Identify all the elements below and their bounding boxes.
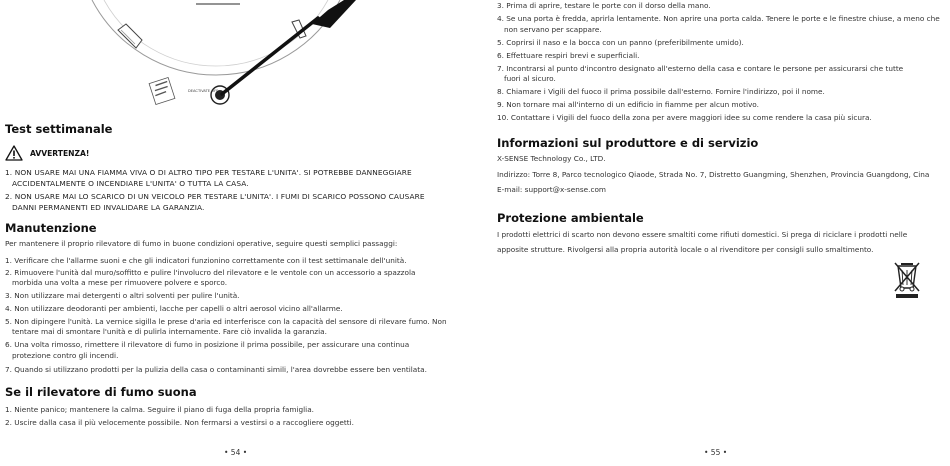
maintenance-item: protezione contro gli incendi. [12,351,119,360]
right-page [475,0,950,466]
fire-step: fuori al sicuro. [504,74,556,83]
warning-item: DANNI PERMANENTI ED INVALIDARE LA GARANZIA. [12,203,205,212]
maintenance-item: 1. Verificare che l'allarme suoni e che gli indicatori funzionino correttamente con il test settimanale dell'unità. [5,256,407,265]
fire-step: 10. Contattare i Vigili del fuoco della zona per avere maggiori idee su come rendere la casa più sicura. [497,113,872,122]
fire-step: 4. Se una porta è fredda, aprirla lentamente. Non aprire una porta calda. Tenere le porte e le finestre chiuse, a meno che [497,14,940,23]
environment-text: I prodotti elettrici di scarto non devono essere smaltiti come rifiuti domestici. Si prega di riciclare i prodotti nelle [497,230,908,239]
maintenance-item: 3. Non utilizzare mai detergenti o altri solventi per pulire l'unità. [5,291,240,300]
maintenance-heading: Manutenzione [5,221,97,235]
page-number: • 55 • [704,448,728,457]
fire-step: 5. Coprirsi il naso e la bocca con un panno (preferibilmente umido). [497,38,744,47]
fire-step: 9. Non tornare mai all'interno di un edificio in fiamme per alcun motivo. [497,100,759,109]
warning-item: ACCIDENTALMENTE O INCENDIARE L'UNITA' O TUTTA LA CASA. [12,179,249,188]
weee-crossed-bin-icon [893,260,921,300]
producer-email: E-mail: support@x-sense.com [497,185,607,194]
alarm-heading: Se il rilevatore di fumo suona [5,385,197,399]
warning-label: AVVERTENZA! [30,148,90,158]
smoke-detector-test-illustration [0,0,475,122]
maintenance-intro: Per mantenere il proprio rilevatore di fumo in buone condizioni operative, seguire questi semplici passaggi: [5,239,398,248]
maintenance-item: 7. Quando si utilizzano prodotti per la pulizia della casa o contaminanti simili, l'area dovrebbe essere ben ventilata. [5,365,427,374]
maintenance-item: tentare mai di smontare l'unità e di pulirla internamente. Fare ciò invalida la garanzia. [12,327,327,336]
weekly-test-heading: Test settimanale [5,122,113,136]
maintenance-item: 2. Rimuovere l'unità dal muro/soffitto e pulire l'involucro del rilevatore e le ventole con un accessorio a spazzola [5,268,416,277]
environment-text: apposite strutture. Rivolgersi alla propria autorità locale o al rivenditore per consigli sullo smaltimento. [497,245,874,254]
fire-step: 6. Effettuare respiri brevi e superficiali. [497,51,640,60]
producer-heading: Informazioni sul produttore e di servizio [497,136,759,150]
fire-step: 7. Incontrarsi al punto d'incontro designato all'esterno della casa e contare le persone per assicurarsi che tutte [497,64,904,73]
alarm-item: 1. Niente panico; mantenere la calma. Seguire il piano di fuga della propria famiglia. [5,405,314,414]
warning-header [5,145,89,161]
fire-step: 3. Prima di aprire, testare le porte con il dorso della mano. [497,1,711,10]
producer-company: X-SENSE Technology Co., LTD. [497,154,606,163]
fire-step: non servano per scappare. [504,25,602,34]
environment-heading: Protezione ambientale [497,211,644,225]
alarm-item: 2. Uscire dalla casa il più velocemente possibile. Non fermarsi a vestirsi o a raccogliere oggetti. [5,418,354,427]
warning-item: 2. NON USARE MAI LO SCARICO DI UN VEICOLO PER TESTARE L'UNITA'. I FUMI DI SCARICO POSSONO CAUSARE [5,192,425,201]
illustration-label: DEACTIVATE OFF [188,89,219,93]
maintenance-item: 5. Non dipingere l'unità. La vernice sigilla le prese d'aria ed interferisce con la capacità del sensore di rilevare fumo. Non [5,317,447,326]
maintenance-item: 4. Non utilizzare deodoranti per ambienti, lacche per capelli o altri aerosol vicino all'allarme. [5,304,343,313]
page-number: • 54 • [224,448,248,457]
maintenance-item: 6. Una volta rimosso, rimettere il rilevatore di fumo in posizione il prima possibile, per assicurare una continua [5,340,410,349]
fire-step: 8. Chiamare i Vigili del fuoco il prima possibile dall'esterno. Fornire l'indirizzo, poi il nome. [497,87,825,96]
producer-address: Indirizzo: Torre 8, Parco tecnologico Qiaode, Strada No. 7, Distretto Guangming, Shenzhen, Provincia Guangdong, Cina [497,170,930,179]
warning-triangle-icon [5,145,23,161]
maintenance-item: morbida una volta a mese per rimuovere polvere e sporco. [12,278,228,287]
warning-item: 1. NON USARE MAI UNA FIAMMA VIVA O DI ALTRO TIPO PER TESTARE L'UNITA'. SI POTREBBE DANNEGGIARE [5,168,412,177]
